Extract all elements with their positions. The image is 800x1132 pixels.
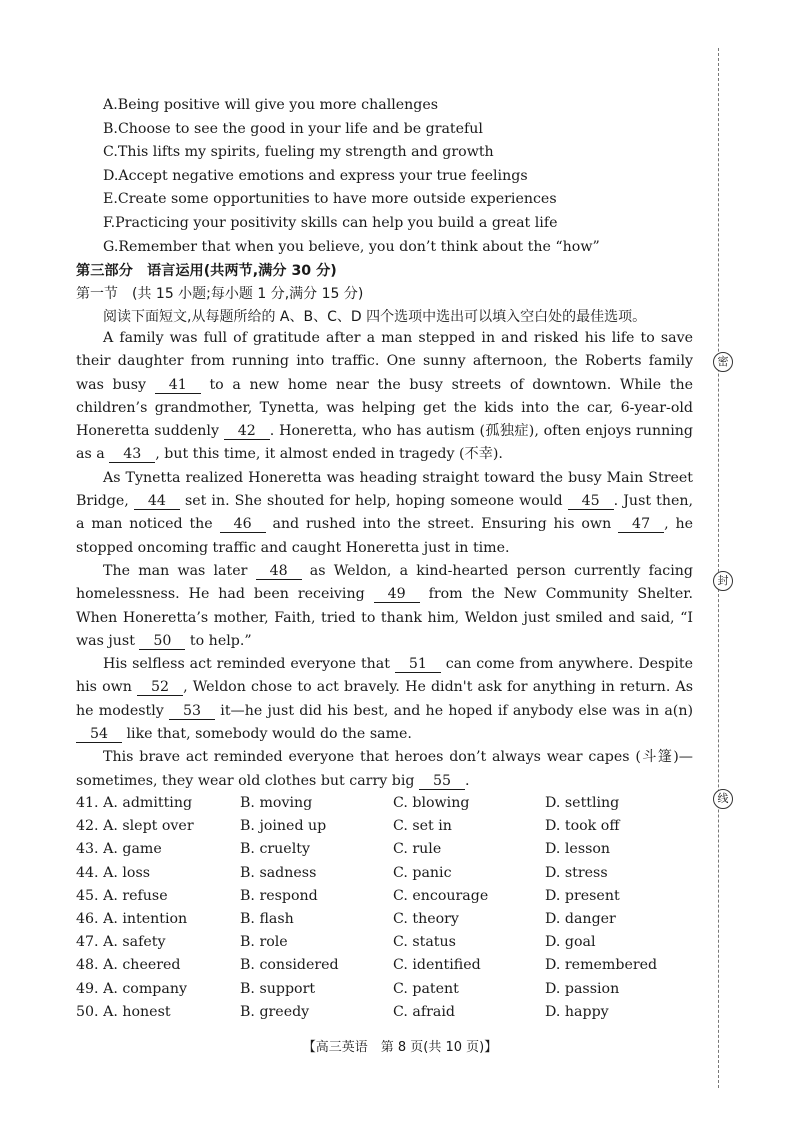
option-letter: B. [103,120,118,137]
choice-row [76,1001,716,1024]
cloze-passage [76,327,693,793]
choice-c: C. identified [393,957,481,974]
passage-text: A family was full of gratitude after a man stepped in and risked his life to save their daughter from running into traffic. One sunny afternoon, the Roberts family was busy [76,330,693,393]
question-number: 46. [76,911,99,928]
passage-text: . [464,772,470,789]
passage-text: to help.” [185,632,252,649]
choice-b: B. moving [240,795,313,811]
choice-row [76,885,716,908]
passage-text: like that, somebody would do the same. [122,726,412,743]
option-item [103,94,663,118]
choice-a [76,815,240,838]
option-letter: G. [103,238,119,255]
passage-paragraph [76,746,693,793]
option-item [103,236,663,260]
choice-b: B. flash [240,911,294,928]
choice-row [76,954,716,977]
question-number: 43. [76,841,99,858]
passage-text: , he stopped oncoming traffic and caught Honeretta just in time. [76,516,693,556]
passage-paragraph [76,467,693,560]
blank-46: 46 [220,516,266,533]
choice-a [76,931,240,954]
answer-choices-table [76,792,716,1024]
choice-d: D. stress [545,864,608,881]
choice-a [76,978,240,1001]
choice-c: C. set in [393,818,452,835]
passage-text: The man was later [103,562,256,579]
seal-mark-xian: 线 [713,789,733,809]
choice-a [76,792,240,815]
choice-d: D. danger [545,911,616,928]
question-number: 50. [76,1003,99,1020]
choice-a-text: A. company [103,980,187,997]
choice-c: C. panic [393,864,452,881]
question-number: 44. [76,864,99,881]
passage-text: . Just then, a man noticed the [76,493,693,533]
choice-d: D. lesson [545,841,611,858]
option-letter: A. [103,97,118,113]
option-item [103,118,663,142]
binding-line [718,48,731,1088]
blank-52: 52 [137,679,183,696]
question-number: 42. [76,818,99,835]
page-footer: 【高三英语 第 8 页(共 10 页)】 [302,1040,498,1055]
blank-44: 44 [134,493,180,510]
passage-text: as Weldon, a kind-hearted person currently facing homelessness. He had been receiving [76,562,693,603]
choice-a-text: A. cheered [103,957,181,974]
option-item [103,212,663,236]
passage-text: and rushed into the street. Ensuring his own [265,516,619,533]
choice-d: D. took off [545,818,620,835]
choice-d: D. happy [545,1003,609,1020]
blank-53: 53 [169,703,215,720]
choice-row [76,838,716,861]
choice-b: B. greedy [240,1003,310,1020]
option-text: Create some opportunities to have more outside experiences [117,191,557,208]
question-number: 49. [76,980,99,997]
option-item [103,141,663,165]
choice-row [76,931,716,954]
choice-row [76,815,716,838]
passage-text: His selfless act reminded everyone that [103,656,395,673]
choice-a-text: A. refuse [103,887,168,904]
choice-b: B. sadness [240,864,317,881]
passage-text: from the New Community Shelter. When Honeretta’s mother, Faith, tried to thank him, Weldon just smiled and said, “I was just [76,586,693,649]
blank-49: 49 [374,586,420,603]
passage-text: , but this time, it almost ended in tragedy (不幸). [155,446,503,463]
choice-b: B. cruelty [240,841,310,858]
choice-b: B. support [240,980,316,997]
choice-row [76,978,716,1001]
blank-45: 45 [568,493,614,510]
choice-a [76,885,240,908]
choice-c: C. rule [393,841,442,858]
choice-b: B. joined up [240,818,327,835]
option-text: Accept negative emotions and express your true feelings [118,167,528,184]
choice-a [76,862,240,885]
passage-text: This brave act reminded everyone that heroes don’t always wear capes (斗篷)—sometimes, they wear old clothes but carry big [76,749,693,789]
passage-text: it—he just did his best, and he hoped if anybody else was in a(n) [215,702,694,719]
question-number: 48. [76,957,99,974]
passage-text: . Honeretta, who has autism (孤独症), often enjoys running as a [76,423,693,463]
blank-42: 42 [224,423,270,440]
choice-a-text: A. intention [103,911,188,928]
section-subtitle: 第一节 (共 15 小题;每小题 1 分,满分 15 分) [76,286,364,302]
blank-50: 50 [139,633,185,650]
choice-a-text: A. game [103,841,162,858]
option-text: This lifts my spirits, fueling my strength and growth [117,144,494,161]
choice-a [76,838,240,861]
passage-paragraph [76,560,693,653]
passage-text: can come from anywhere. Despite his own [76,656,693,696]
choice-c: C. theory [393,911,459,928]
question-number: 47. [76,934,99,951]
choice-d: D. settling [545,795,620,811]
passage-text: to a new home near the busy streets of downtown. While the children’s grandmother, Tynetta, was helping get the kids into the car, 6-year-old Honeretta suddenly [76,376,694,440]
passage-text: , Weldon chose to act bravely. He didn't ask for anything in return. As he modestly [76,679,693,719]
option-text: Being positive will give you more challenges [117,97,439,113]
seal-mark-feng: 封 [713,571,733,591]
choice-c: C. blowing [393,795,470,811]
blank-43: 43 [109,446,155,463]
passage-paragraph [76,327,693,467]
sentence-options-list [103,94,663,259]
option-item [103,188,663,212]
choice-a-text: A. safety [103,934,166,951]
choice-row [76,908,716,931]
choice-c: C. patent [393,980,459,997]
choice-b: B. considered [240,957,339,974]
choice-b: B. respond [240,887,318,904]
choice-b: B. role [240,934,288,951]
option-text: Practicing your positivity skills can help you build a great life [115,214,558,231]
choice-c: C. encourage [393,887,489,904]
passage-paragraph [76,653,693,746]
choice-a [76,1001,240,1024]
blank-54: 54 [76,726,122,743]
choice-c: C. status [393,934,456,951]
blank-55: 55 [419,773,465,790]
blank-51: 51 [395,656,441,673]
choice-a [76,908,240,931]
choice-a-text: A. slept over [103,818,194,835]
blank-48: 48 [256,563,302,580]
choice-row [76,862,716,885]
option-letter: F. [103,214,116,231]
passage-text: set in. She shouted for help, hoping someone would [179,493,568,510]
option-letter: D. [103,167,119,184]
choice-row [76,792,716,815]
blank-41: 41 [155,377,201,394]
seal-mark-mi: 密 [713,352,733,372]
choice-a-text: A. honest [103,1003,171,1020]
choice-a [76,954,240,977]
option-item [103,165,663,189]
choice-d: D. present [545,887,620,904]
option-text: Remember that when you believe, you don’t think about the “how” [118,238,600,255]
blank-47: 47 [618,516,664,533]
option-letter: E. [103,191,118,208]
choice-c: C. afraid [393,1003,455,1020]
passage-text: As Tynetta realized Honeretta was heading straight toward the busy Main Street Bridge, [76,469,693,510]
option-letter: C. [103,144,118,161]
section-title: 第三部分 语言运用(共两节,满分 30 分) [76,263,337,279]
section-instruction: 阅读下面短文,从每题所给的 A、B、C、D 四个选项中选出可以填入空白处的最佳选项。 [103,309,647,325]
option-text: Choose to see the good in your life and be grateful [117,120,483,137]
choice-a-text: A. admitting [103,795,193,811]
choice-d: D. remembered [545,957,658,974]
question-number: 45. [76,887,99,904]
question-number: 41. [76,795,99,811]
choice-d: D. goal [545,934,596,951]
choice-a-text: A. loss [103,864,150,881]
choice-d: D. passion [545,980,620,997]
